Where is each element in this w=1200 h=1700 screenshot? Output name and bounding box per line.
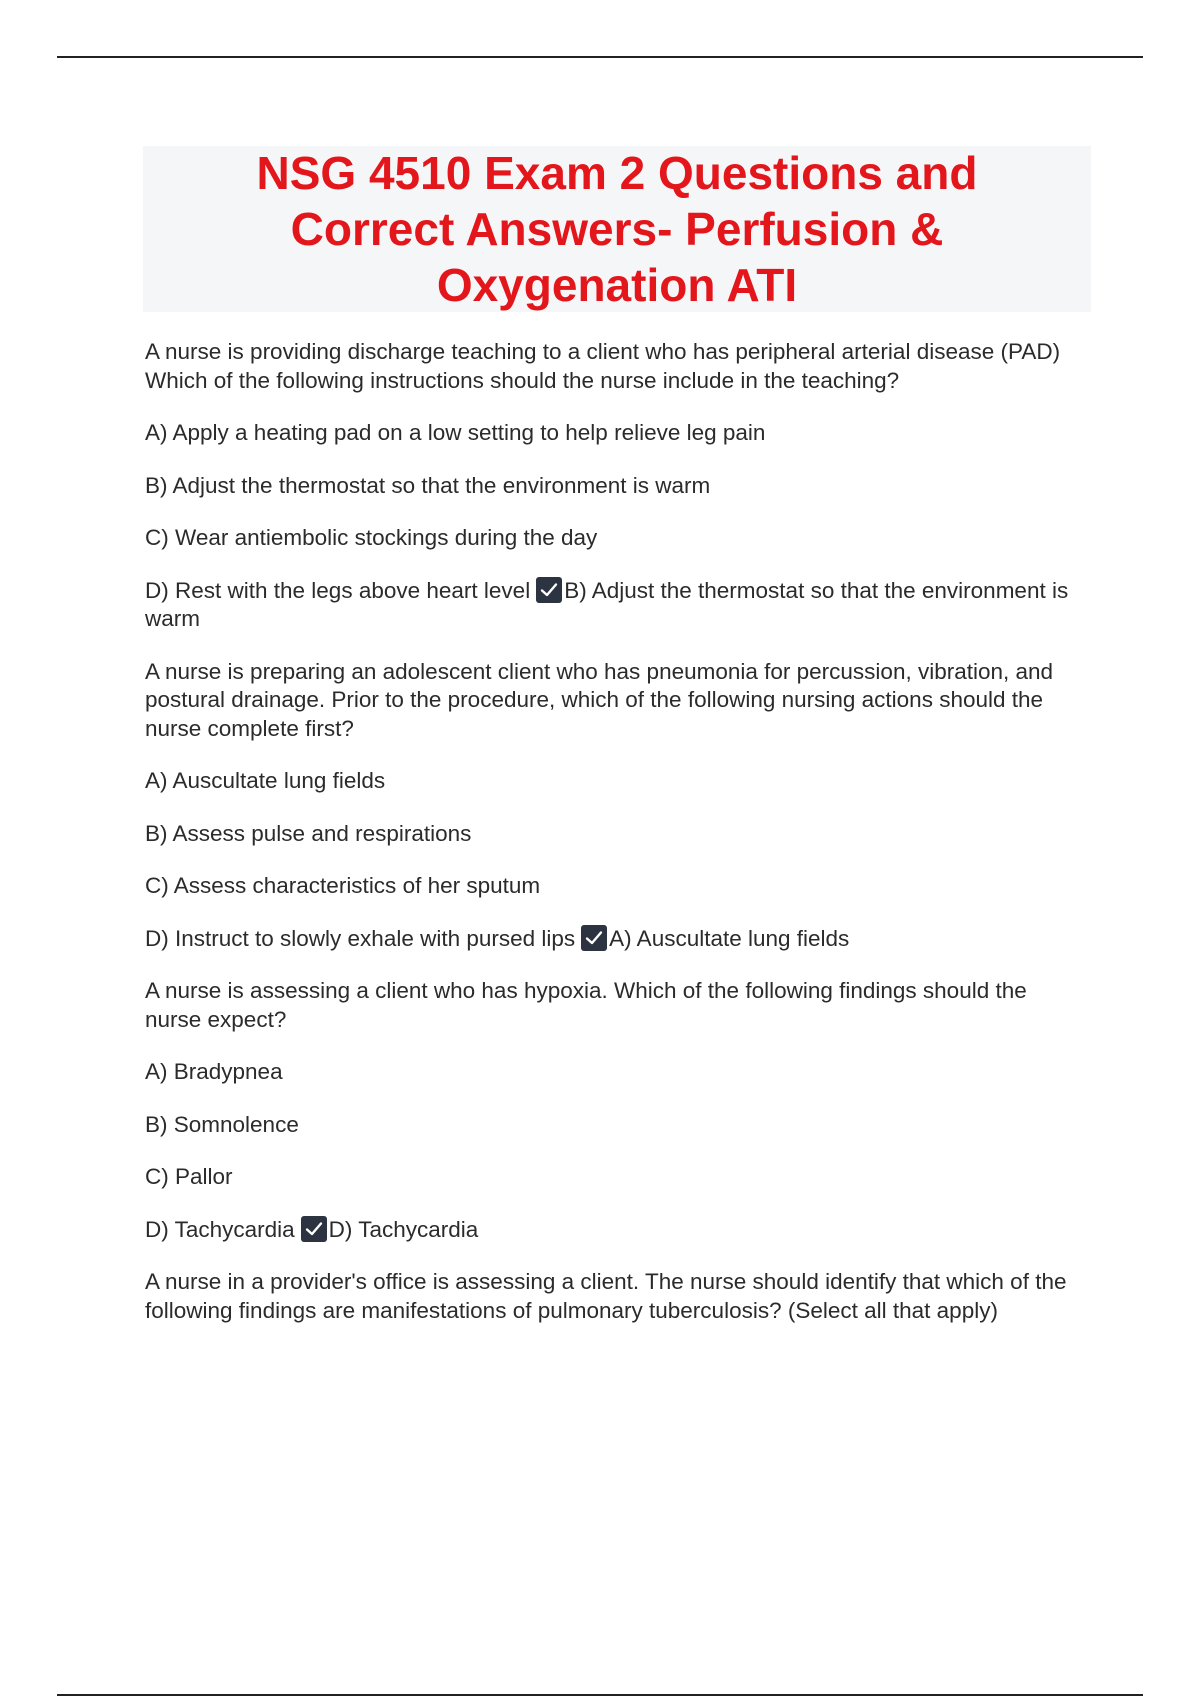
answer-row (145, 577, 1085, 634)
document-title-line-2: Correct Answers- Perfusion & (290, 203, 944, 255)
correct-answer: D) Tachycardia (328, 1216, 479, 1242)
answer-row (145, 925, 1085, 954)
answer-row (145, 1216, 1085, 1245)
answer-option: A) Auscultate lung fields (145, 768, 386, 793)
answer-option: B) Somnolence (145, 1111, 299, 1137)
document-title-line-3: Oxygenation ATI (436, 259, 798, 311)
answer-option: C) Assess characteristics of her sputum (145, 873, 541, 898)
header-rule (57, 56, 1143, 58)
question-list (145, 338, 1085, 1349)
correct-answer: A) Auscultate lung fields (609, 925, 850, 951)
check-icon (581, 925, 607, 951)
document-title-banner (143, 146, 1091, 312)
check-icon (536, 577, 562, 603)
answer-option: D) Rest with the legs above heart level (145, 577, 531, 603)
answer-option: A) Bradypnea (145, 1059, 283, 1084)
check-icon (301, 1216, 327, 1242)
correct-answer: B) Adjust the thermostat so that the environment is warm (145, 577, 1069, 631)
answer-option: B) Assess pulse and respirations (145, 820, 472, 846)
document-title-line-1: NSG 4510 Exam 2 Questions and (256, 147, 978, 199)
answer-option: C) Pallor (145, 1164, 233, 1189)
question-stem: A nurse is providing discharge teaching to a client who has peripheral arterial disease (PAD) Which of the following instructions should the nurse include in the teaching? (145, 339, 1061, 393)
answer-option: D) Instruct to slowly exhale with pursed lips (145, 925, 576, 951)
answer-option: D) Tachycardia (145, 1216, 295, 1242)
answer-option: C) Wear antiembolic stockings during the day (145, 525, 598, 550)
question-stem: A nurse is preparing an adolescent client who has pneumonia for percussion, vibration, and postural drainage. Prior to the procedure, which of the following nursing actions should the nurse complete first? (145, 658, 1054, 741)
answer-option: A) Apply a heating pad on a low setting to help relieve leg pain (145, 420, 766, 445)
question-stem: A nurse is assessing a client who has hypoxia. Which of the following findings should the nurse expect? (145, 978, 1027, 1032)
footer-rule (57, 1694, 1143, 1696)
answer-option: B) Adjust the thermostat so that the environment is warm (145, 472, 711, 498)
question-stem: A nurse in a provider's office is assessing a client. The nurse should identify that which of the following findings are manifestations of pulmonary tuberculosis? (Select all that apply) (145, 1269, 1067, 1323)
